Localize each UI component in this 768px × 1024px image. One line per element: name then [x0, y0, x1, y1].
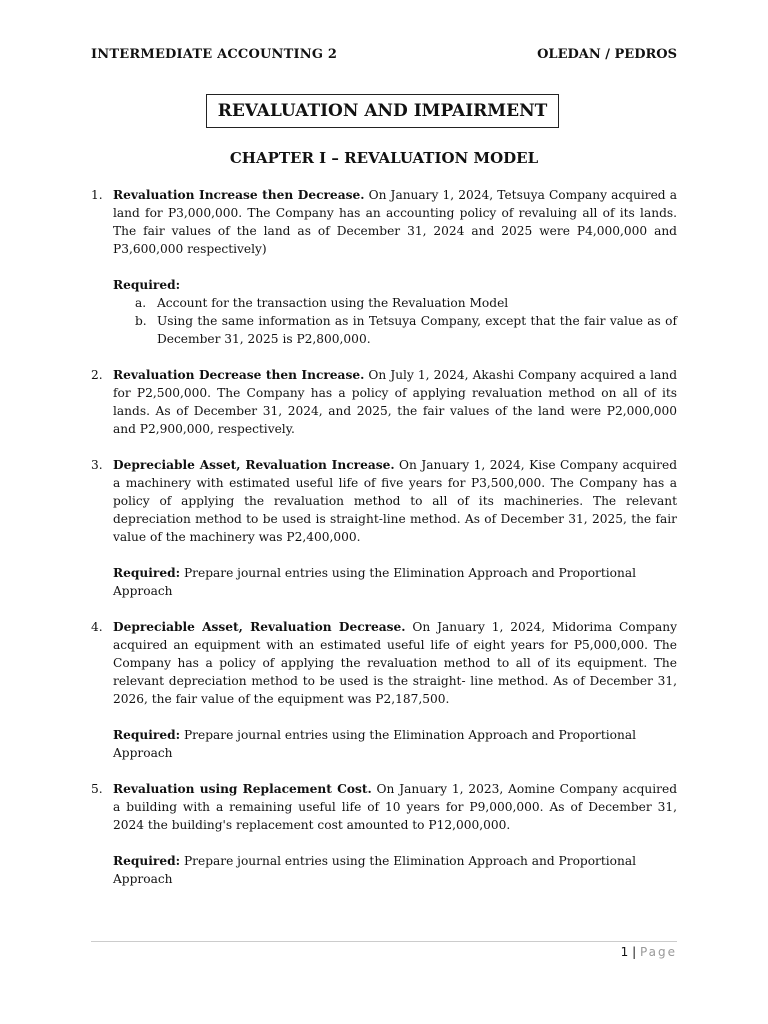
sub-item-letter: b. [135, 314, 147, 328]
page-number: 1 [620, 945, 629, 959]
required-text: Prepare journal entries using the Elimination Approach and Proportional Approach [113, 728, 637, 760]
item-heading: Depreciable Asset, Revaluation Decrease. [113, 620, 406, 634]
item-number: 5. [91, 782, 103, 796]
item-number: 3. [91, 458, 103, 472]
problem-item [91, 186, 677, 348]
footer-divider [91, 941, 677, 942]
sub-item-text: Account for the transaction using the Revaluation Model [157, 296, 509, 310]
required-label: Required: [113, 566, 181, 580]
sub-item [135, 294, 677, 312]
chapter-heading: CHAPTER I – REVALUATION MODEL [229, 149, 539, 167]
item-heading: Depreciable Asset, Revaluation Increase. [113, 458, 395, 472]
item-number: 1. [91, 188, 103, 202]
required-block [113, 564, 677, 600]
problem-item [91, 456, 677, 600]
sub-item-letter: a. [135, 296, 147, 310]
problem-list [91, 186, 677, 906]
sub-item-text: Using the same information as in Tetsuya Company, except that the fair value as of December 31, 2025 is P2,800,000. [157, 314, 677, 346]
page-label: Page [639, 945, 677, 959]
item-paragraph [113, 186, 677, 258]
required-label: Required: [113, 278, 181, 292]
item-paragraph [113, 780, 677, 834]
item-paragraph [113, 618, 677, 708]
required-block [113, 726, 677, 762]
page-footer [621, 945, 677, 959]
item-number: 4. [91, 620, 103, 634]
item-text: On July 1, 2024, Akashi Company acquired a land for P2,500,000. The Company has a policy of applying revaluation method on all of its lands. As of December 31, 2024, and 2025, the fair values of the land were P2,000,000 and P2,900,000, respectively. [113, 368, 677, 436]
item-text: On January 1, 2024, Midorima Company acquired an equipment with an estimated useful life of eight years for P5,000,000. The Company has a policy of applying the revaluation method to all of its equipment. The relevant depreciation method to be used is the straight- line method. As of December 31, 2026, the fair value of the equipment was P2,187,500. [113, 620, 677, 706]
problem-item [91, 780, 677, 888]
required-label: Required: [113, 728, 181, 742]
item-text: On January 1, 2023, Aomine Company acquired a building with a remaining useful life of 10 years for P9,000,000. As of December 31, 2024 the building's replacement cost amounted to P12,000,000. [113, 782, 677, 832]
required-text: Prepare journal entries using the Elimination Approach and Proportional Approach [113, 854, 637, 886]
item-heading: Revaluation Increase then Decrease. [113, 188, 365, 202]
document-title: REVALUATION AND IMPAIRMENT [206, 94, 559, 128]
required-text: Prepare journal entries using the Elimination Approach and Proportional Approach [113, 566, 637, 598]
item-heading: Revaluation using Replacement Cost. [113, 782, 372, 796]
header-course-title: INTERMEDIATE ACCOUNTING 2 [91, 47, 338, 62]
sub-item [135, 312, 677, 348]
item-text: On January 1, 2024, Tetsuya Company acquired a land for P3,000,000. The Company has an accounting policy of revaluing all of its lands. The fair values of the land as of December 31, 2024 and 2025 were P4,000,000 and P3,600,000 respectively) [113, 188, 677, 256]
required-label: Required: [113, 854, 181, 868]
page-separator: | [628, 945, 640, 959]
required-block [113, 276, 677, 348]
item-heading: Revaluation Decrease then Increase. [113, 368, 365, 382]
required-block [113, 852, 677, 888]
problem-item [91, 618, 677, 762]
item-number: 2. [91, 368, 103, 382]
problem-item [91, 366, 677, 438]
item-paragraph [113, 366, 677, 438]
item-text: On January 1, 2024, Kise Company acquired a machinery with estimated useful life of five years for P3,500,000. The Company has a policy of applying the revaluation method to all of its machineries. The relevant depreciation method to be used is straight-line method. As of December 31, 2025, the fair value of the machinery was P2,400,000. [113, 458, 677, 544]
item-paragraph [113, 456, 677, 546]
header-authors: OLEDAN / PEDROS [537, 47, 677, 62]
